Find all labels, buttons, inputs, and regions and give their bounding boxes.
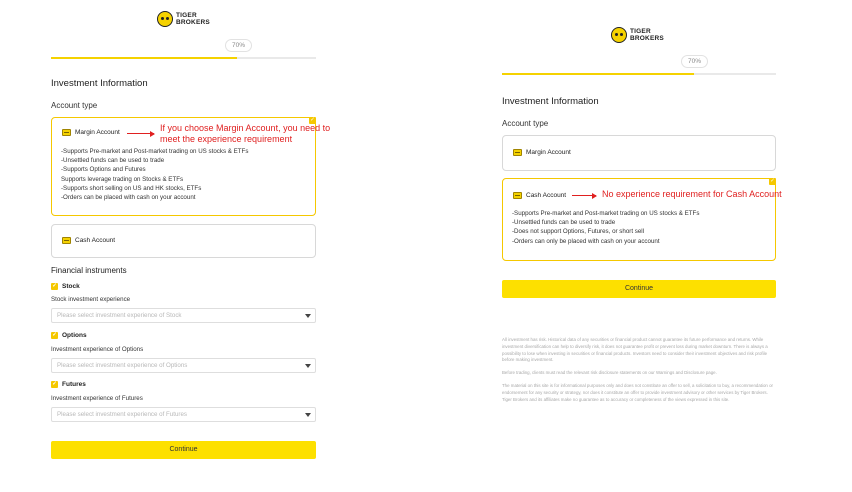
wallet-icon	[513, 149, 522, 156]
margin-account-label: Margin Account	[526, 149, 571, 156]
feature-item: -Orders can only be placed with cash on your account	[512, 237, 660, 245]
brand-name-line-2: BROKERS	[176, 19, 210, 26]
progress-label: 70%	[225, 39, 252, 52]
cash-account-label: Cash Account	[75, 237, 116, 244]
futures-checkbox-label: Futures	[62, 381, 86, 388]
checkmark-icon: ✓	[52, 283, 57, 289]
tiger-logo-icon	[611, 27, 627, 43]
caret-down-icon	[305, 364, 311, 368]
cash-account-features	[512, 209, 699, 246]
stock-experience-placeholder: Please select investment experience of Stock	[57, 312, 182, 319]
checkmark-icon: ✓	[310, 117, 315, 123]
wallet-icon	[513, 192, 522, 199]
arrow-right-icon	[572, 195, 596, 196]
feature-item: Supports leverage trading on Stocks & ETFs	[61, 175, 184, 183]
progress-fill	[502, 73, 694, 75]
options-experience-placeholder: Please select investment experience of Options	[57, 362, 188, 369]
section-title: Investment Information	[502, 96, 599, 107]
options-checkbox-label: Options	[62, 332, 87, 339]
options-experience-label: Investment experience of Options	[51, 346, 144, 353]
tiger-logo-icon	[157, 11, 173, 27]
section-title: Investment Information	[51, 78, 148, 89]
progress-bar	[502, 73, 776, 75]
stock-checkbox-label: Stock	[62, 283, 80, 290]
stock-experience-label: Stock investment experience	[51, 296, 131, 303]
account-type-label: Account type	[502, 119, 549, 128]
feature-item: -Unsettled funds can be used to trade	[61, 157, 165, 165]
feature-item: -Unsettled funds can be used to trade	[512, 219, 616, 227]
risk-disclaimer: All investment has risk. Historical data of any securities or financial product cannot guarantee its future performance and returns. While investment diversification can help to diversify risk, it does not guarantee profit or prevent loss during market downturn. There is always a possibility to lose when investing in securities or financial products. Investors need to consider their investment objectives and risk profile before making investment.	[502, 337, 768, 363]
cash-account-card[interactable]	[51, 224, 316, 258]
cash-annotation: No experience requirement for Cash Account	[602, 189, 782, 199]
caret-down-icon	[305, 413, 311, 417]
brand-name	[630, 28, 664, 42]
futures-experience-label: Investment experience of Futures	[51, 395, 143, 402]
stock-checkbox[interactable]	[51, 283, 80, 290]
options-checkbox[interactable]	[51, 332, 87, 339]
brand-name-line-2: BROKERS	[630, 35, 664, 42]
margin-account-header	[62, 129, 120, 136]
cash-account-label: Cash Account	[526, 192, 567, 199]
futures-checkbox[interactable]	[51, 381, 86, 388]
informational-disclaimer: The material on this site is for informational purposes only and does not constitute an offer to sell, a solicitation to buy, a recommendation or endorsement for any security or strategy, nor does it constitute an offer to provide investment advisory or other services by Tiger Brokers. Tiger Brokers and its affiliates make no guarantee as to accuracy or completeness of the views expressed in this site.	[502, 382, 773, 402]
disclaimer	[502, 337, 776, 409]
cash-account-header	[62, 237, 115, 244]
checkmark-icon: ✓	[52, 381, 57, 387]
financial-instruments-title: Financial instruments	[51, 266, 127, 275]
brand-name-line-1: TIGER	[176, 12, 197, 19]
feature-item: -Supports short selling on US and HK stocks, ETFs	[61, 184, 202, 192]
wallet-icon	[62, 237, 71, 244]
margin-account-header	[513, 149, 571, 156]
feature-item: -Supports Pre-market and Post-market trading on US stocks & ETFs	[512, 210, 700, 217]
margin-account-features	[61, 147, 248, 202]
cash-account-header	[513, 192, 566, 199]
futures-experience-select[interactable]	[51, 407, 316, 422]
arrow-right-icon	[127, 133, 154, 134]
feature-item: -Supports Options and Futures	[61, 166, 146, 174]
wallet-icon	[62, 129, 71, 136]
futures-experience-placeholder: Please select investment experience of Futures	[57, 411, 188, 418]
feature-item: -Orders can be placed with cash on your account	[61, 194, 196, 202]
account-type-label: Account type	[51, 101, 98, 110]
margin-account-card[interactable]	[502, 135, 776, 171]
margin-account-label: Margin Account	[75, 129, 120, 136]
progress-bar	[51, 57, 316, 59]
caret-down-icon	[305, 314, 311, 318]
stock-experience-select[interactable]	[51, 308, 316, 323]
checkmark-icon: ✓	[52, 332, 57, 338]
continue-button[interactable]: Continue	[51, 441, 316, 459]
brand-logo	[611, 27, 664, 43]
progress-fill	[51, 57, 237, 59]
brand-name-line-1: TIGER	[630, 28, 651, 35]
feature-item: -Does not support Options, Futures, or short sell	[512, 228, 645, 236]
checkmark-icon: ✓	[770, 178, 775, 184]
feature-item: -Supports Pre-market and Post-market trading on US stocks & ETFs	[61, 148, 249, 155]
continue-button[interactable]: Continue	[502, 280, 776, 298]
options-experience-select[interactable]	[51, 358, 316, 373]
margin-annotation: If you choose Margin Account, you need to meet the experience requirement	[160, 123, 331, 144]
brand-name	[176, 12, 210, 26]
progress-label: 70%	[681, 55, 708, 68]
risk-disclosure-notice: Before trading, clients must read the relevant risk disclosure statements on our Warnings and Disclosure page.	[502, 370, 717, 376]
brand-logo	[157, 11, 210, 27]
